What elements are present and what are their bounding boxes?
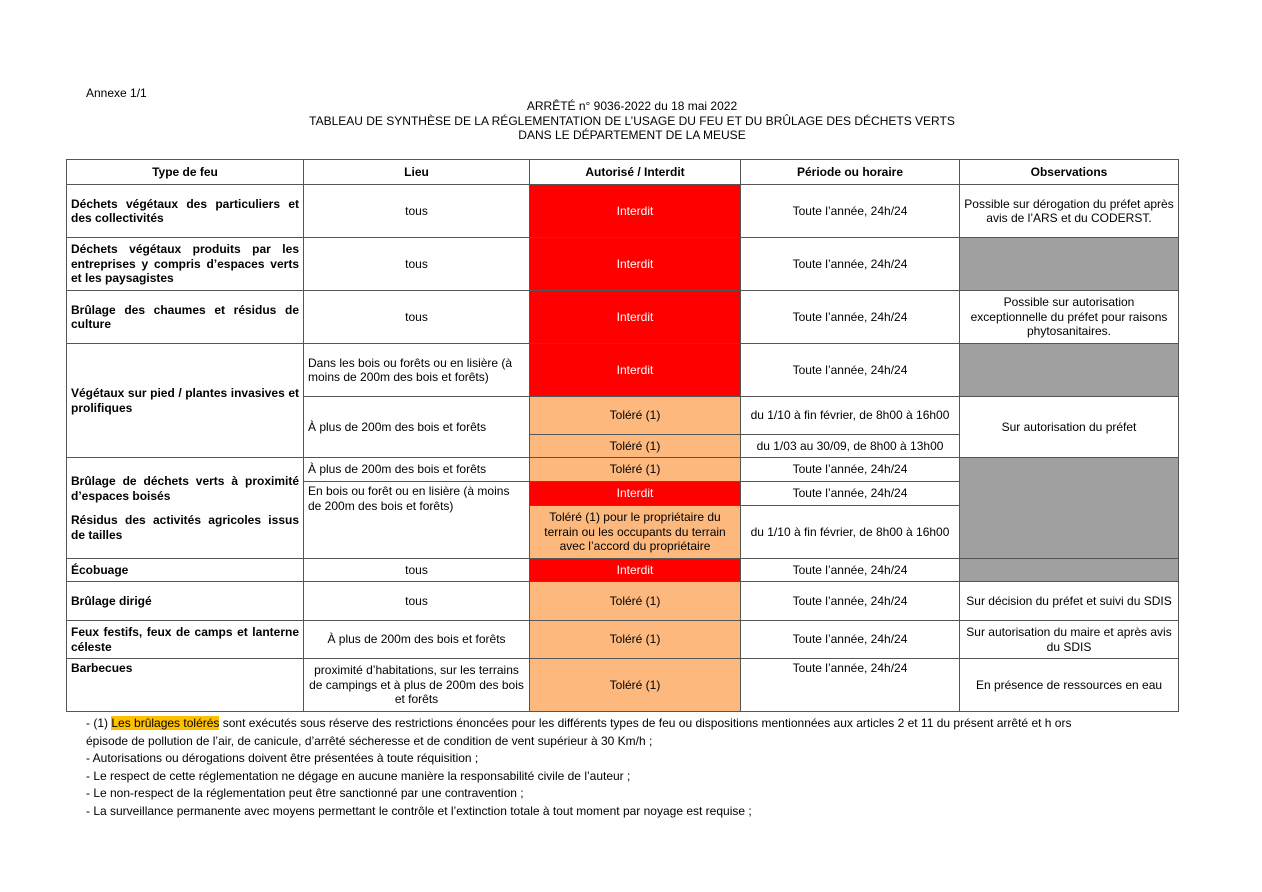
cell-statut-interdit: Interdit xyxy=(530,185,741,238)
note-3: - Le respect de cette réglementation ne dégage en aucune manière la responsabilité civile de l’auteur ; xyxy=(86,768,631,783)
cell-statut-tolere: Toléré (1) xyxy=(530,435,741,458)
cell-lieu: À plus de 200m des bois et forêts xyxy=(304,397,530,458)
table-title: TABLEAU DE SYNTHÈSE DE LA RÉGLEMENTATION DE L’USAGE DU FEU ET DU BRÛLAGE DES DÉCHETS VERTS xyxy=(309,113,955,128)
cell-periode: Toute l’année, 24h/24 xyxy=(741,621,960,659)
header-lieu: Lieu xyxy=(304,160,530,185)
cell-periode: du 1/10 à fin février, de 8h00 à 16h00 xyxy=(741,506,960,559)
cell-periode: Toute l’année, 24h/24 xyxy=(741,458,960,482)
header-periode: Période ou horaire xyxy=(741,160,960,185)
cell-type-group xyxy=(67,458,304,559)
cell-type: Brûlage dirigé xyxy=(67,582,304,621)
cell-periode: Toute l’année, 24h/24 xyxy=(741,559,960,582)
decree-title: ARRÊTÉ n° 9036-2022 du 18 mai 2022 xyxy=(526,99,738,113)
cell-statut-tolere: Toléré (1) xyxy=(530,582,741,621)
cell-observations: Sur décision du préfet et suivi du SDIS xyxy=(960,582,1179,621)
cell-lieu: En bois ou forêt ou en lisière (à moins de 200m des bois et forêts) xyxy=(304,482,530,559)
footnotes xyxy=(86,715,1196,820)
cell-statut-interdit: Interdit xyxy=(530,559,741,582)
table-row xyxy=(67,582,1179,621)
cell-type: Déchets végétaux produits par les entreprises y compris d’espaces verts et les paysagistes xyxy=(67,238,304,291)
cell-lieu: À plus de 200m des bois et forêts xyxy=(304,621,530,659)
cell-statut-tolere: Toléré (1) xyxy=(530,621,741,659)
table-header-row xyxy=(67,160,1179,185)
cell-lieu: tous xyxy=(304,559,530,582)
regulation-table xyxy=(66,159,1179,712)
table-row xyxy=(67,344,1179,397)
cell-type: Résidus des activités agricoles issus de tailles xyxy=(71,513,299,542)
cell-type: Brûlage des chaumes et résidus de culture xyxy=(67,291,304,344)
header-statut: Autorisé / Interdit xyxy=(530,160,741,185)
cell-type: Barbecues xyxy=(67,659,304,712)
cell-observations-empty xyxy=(960,344,1179,397)
table-row xyxy=(67,238,1179,291)
cell-statut-tolere: Toléré (1) pour le propriétaire du terrain ou les occupants du terrain avec l’accord du propriétaire xyxy=(530,506,741,559)
cell-observations: Possible sur autorisation exceptionnelle du préfet pour raisons phytosanitaires. xyxy=(960,291,1179,344)
cell-lieu: Dans les bois ou forêts ou en lisière (à moins de 200m des bois et forêts) xyxy=(304,344,530,397)
cell-observations-empty xyxy=(960,458,1179,559)
header-observations: Observations xyxy=(960,160,1179,185)
cell-statut-tolere: Toléré (1) xyxy=(530,659,741,712)
cell-observations-empty xyxy=(960,238,1179,291)
note-5: - La surveillance permanente avec moyens permettant le contrôle et l’extinction totale à tout moment par noyage est requise ; xyxy=(86,803,752,818)
cell-statut-interdit: Interdit xyxy=(530,344,741,397)
cell-statut-interdit: Interdit xyxy=(530,482,741,506)
cell-lieu: tous xyxy=(304,238,530,291)
header-type: Type de feu xyxy=(67,160,304,185)
annex-label: Annexe 1/1 xyxy=(86,86,147,100)
cell-observations-empty xyxy=(960,559,1179,582)
cell-periode: du 1/03 au 30/09, de 8h00 à 13h00 xyxy=(741,435,960,458)
cell-periode: Toute l’année, 24h/24 xyxy=(741,659,960,712)
cell-statut-interdit: Interdit xyxy=(530,291,741,344)
note-1 xyxy=(86,715,1196,733)
spacer xyxy=(71,503,299,513)
note-1-rest: sont exécutés sous réserve des restrictions énoncées pour les différents types de feu ou dispositions mentionnées aux articles 2 et 11 du présent arrêté et h ors xyxy=(219,716,1072,730)
cell-statut-tolere: Toléré (1) xyxy=(530,458,741,482)
cell-periode: Toute l’année, 24h/24 xyxy=(741,238,960,291)
cell-lieu: tous xyxy=(304,185,530,238)
cell-periode: Toute l’année, 24h/24 xyxy=(741,344,960,397)
note-4: - Le non-respect de la réglementation peut être sanctionné par une contravention ; xyxy=(86,786,524,800)
cell-type: Brûlage de déchets verts à proximité d’espaces boisés xyxy=(71,474,299,503)
cell-type: Végétaux sur pied / plantes invasives et prolifiques xyxy=(67,344,304,458)
cell-periode: Toute l’année, 24h/24 xyxy=(741,185,960,238)
cell-periode: Toute l’année, 24h/24 xyxy=(741,482,960,506)
cell-periode: Toute l’année, 24h/24 xyxy=(741,291,960,344)
note-1-prefix: - (1) xyxy=(86,716,112,730)
cell-lieu: À plus de 200m des bois et forêts xyxy=(304,458,530,482)
table-row xyxy=(67,621,1179,659)
cell-periode: Toute l’année, 24h/24 xyxy=(741,582,960,621)
cell-observations: En présence de ressources en eau xyxy=(960,659,1179,712)
table-row xyxy=(67,659,1179,712)
cell-observations: Possible sur dérogation du préfet après avis de l’ARS et du CODERST. xyxy=(960,185,1179,238)
cell-lieu: proximité d’habitations, sur les terrains de campings et à plus de 200m des bois et forêts xyxy=(304,659,530,712)
table-row xyxy=(67,185,1179,238)
cell-lieu: tous xyxy=(304,582,530,621)
cell-periode: du 1/10 à fin février, de 8h00 à 16h00 xyxy=(741,397,960,435)
table-row xyxy=(67,458,1179,482)
cell-observations: Sur autorisation du préfet xyxy=(960,397,1179,458)
table-row xyxy=(67,559,1179,582)
table-row xyxy=(67,291,1179,344)
cell-statut-interdit: Interdit xyxy=(530,238,741,291)
department-title: DANS LE DÉPARTEMENT DE LA MEUSE xyxy=(518,128,746,142)
document-title xyxy=(66,99,1198,143)
cell-type: Écobuage xyxy=(67,559,304,582)
note-1-line-2: épisode de pollution de l’air, de canicule, d’arrêté sécheresse et de condition de vent supérieur à 30 Km/h ; xyxy=(86,733,653,748)
note-1-highlight: Les brûlages tolérés xyxy=(111,716,220,730)
cell-statut-tolere: Toléré (1) xyxy=(530,397,741,435)
cell-type: Déchets végétaux des particuliers et des collectivités xyxy=(67,185,304,238)
cell-observations: Sur autorisation du maire et après avis du SDIS xyxy=(960,621,1179,659)
note-2: - Autorisations ou dérogations doivent être présentées à toute réquisition ; xyxy=(86,751,479,765)
cell-lieu: tous xyxy=(304,291,530,344)
cell-type: Feux festifs, feux de camps et lanterne céleste xyxy=(67,621,304,659)
